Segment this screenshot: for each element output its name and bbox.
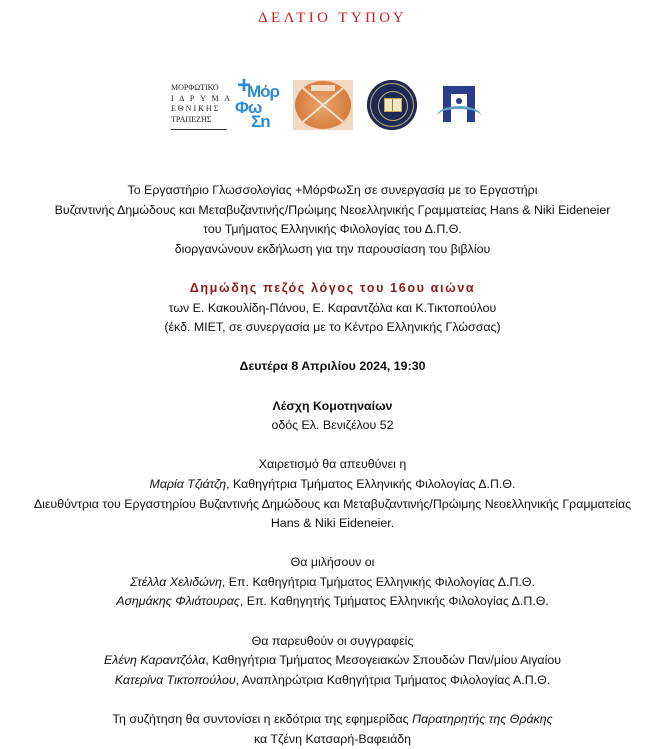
greek-language-center-logo-icon xyxy=(437,86,481,126)
partner-logos xyxy=(0,72,665,138)
book-authors: των Ε. Κακουλίδη-Πάνου, Ε. Καραντζόλα και Κ.Τικτοπούλου xyxy=(168,300,497,315)
author-role: , Αναπληρώτρια Καθηγήτρια Τμήματος Φιλολογίας Α.Π.Θ. xyxy=(235,672,551,687)
miet-logo-line: Ι Δ Ρ Υ Μ Α xyxy=(171,93,233,103)
author-name: Κατερίνα Τικτοπούλου xyxy=(114,672,236,687)
author-role: , Καθηγήτρια Τμήματος Μεσογειακών Σπουδών Παν/μίου Αιγαίου xyxy=(205,653,561,668)
event-datetime: Δευτέρα 8 Απριλίου 2024, 19:30 xyxy=(239,359,426,374)
speaker-role: , Επ. Καθηγήτρια Τμήματος Ελληνικής Φιλολογίας Δ.Π.Θ. xyxy=(221,574,535,589)
speaker-name: Στέλλα Χελιδώνη xyxy=(130,574,222,589)
greeting-name: Μαρία Τζιάτζη xyxy=(149,476,227,491)
speaker-role: , Επ. Καθηγητής Τμήματος Ελληνικής Φιλολογίας Δ.Π.Θ. xyxy=(239,594,549,609)
morfosi-logo-text: Σn xyxy=(251,112,270,131)
author-name: Ελένη Καραντζόλα xyxy=(103,653,206,668)
morfosi-logo-text: Φω xyxy=(235,98,262,117)
author xyxy=(0,651,665,671)
press-release-body xyxy=(0,181,665,749)
author xyxy=(0,671,665,691)
authors-intro: Θα παρευθούν οι συγγραφείς xyxy=(251,633,414,648)
greeting-role-line: Hans & Niki Eideneier. xyxy=(270,516,395,531)
event-address: οδός Ελ. Βενιζέλου 52 xyxy=(271,418,394,433)
duth-seal-icon xyxy=(367,80,417,130)
press-release-title: ΔΕΛΤΙΟ ΤΥΠΟΥ xyxy=(257,10,408,26)
speaker xyxy=(0,592,665,612)
intro-line: Βυζαντινής Δημώδους και Μεταβυζαντινής/Πρώιμης Νεοελληνικής Γραμματείας Hans & Niki Eideneier xyxy=(54,202,611,217)
miet-logo-line: ΕΘΝΙΚΗΣ xyxy=(171,104,221,113)
greeting-role-line: Διευθύντρια του Εργαστηρίου Βυζαντινής Δημώδους και Μεταβυζαντινής/Πρώιμης Νεοελληνικής Γραμματείας xyxy=(33,496,632,511)
morfosi-logo-plus: + xyxy=(237,72,252,99)
eideneier-lab-emblem-icon xyxy=(293,80,353,130)
intro-line: του Τμήματος Ελληνικής Φιλολογίας του Δ.Π.Θ. xyxy=(203,222,462,237)
speaker xyxy=(0,573,665,593)
speaker-name: Ασημάκης Φλιάτουρας xyxy=(116,594,240,609)
book-publisher: (έκδ. ΜΙΕΤ, σε συνεργασία με το Κέντρο Ελληνικής Γλώσσας) xyxy=(164,320,501,335)
morfosi-logo xyxy=(233,72,285,133)
miet-logo-line: ΜΟΡΦΩΤΙΚΟ xyxy=(171,83,219,92)
event-venue: Λέσχη Κομοτηναίων xyxy=(272,398,393,413)
speakers-intro: Θα μιλήσουν οι xyxy=(290,555,375,570)
intro-line: διοργανώνουν εκδήλωση για την παρουσίαση του βιβλίου xyxy=(174,241,491,256)
intro-line: Το Εργαστήριο Γλωσσολογίας +ΜόρΦωΣη σε συνεργασία με το Εργαστήρι xyxy=(127,183,538,197)
book-title: Δημώδης πεζός λόγος του 16ου αιώνα xyxy=(189,280,476,295)
greeting-role: , Καθηγήτρια Τμήματος Ελληνικής Φιλολογίας Δ.Π.Θ. xyxy=(226,476,516,491)
miet-logo-line: ΤΡΑΠΕΖΗΣ xyxy=(171,114,212,124)
moderator-prefix: Τη συζήτηση θα συντονίσει η εκδότρια της εφημερίδας xyxy=(112,712,413,727)
morfosi-logo-text: Μόρ xyxy=(247,82,280,101)
newspaper-name: Παρατηρητής της Θράκης xyxy=(412,712,553,727)
greeting-intro: Χαιρετισμό θα απευθύνει η xyxy=(258,457,407,472)
moderator-line xyxy=(0,710,665,730)
miet-logo xyxy=(171,83,233,130)
moderator-name: κα Τζένη Κατσαρή-Βαφειάδη xyxy=(253,731,412,746)
book-icon xyxy=(384,98,402,112)
greeting-person xyxy=(0,475,665,495)
